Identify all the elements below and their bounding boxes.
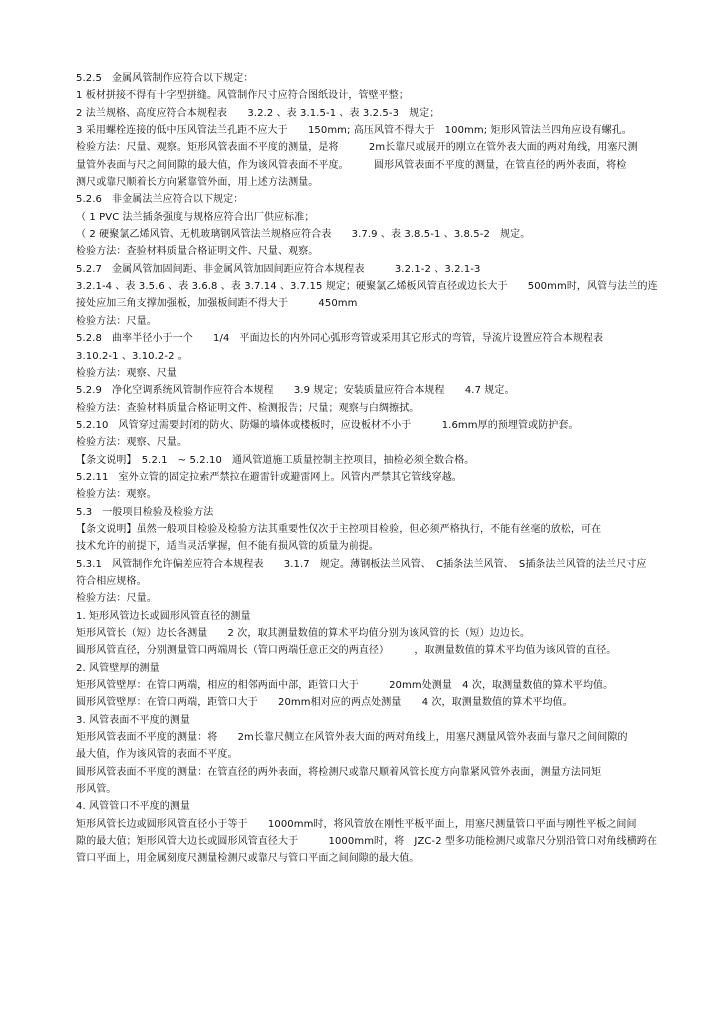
- text-line: 隙的最大值；矩形风管大边长或圆形风管直径大于 1000mm时，将 JZC-2 型多功能检测尺或靠尺分别沿管口对角线横跨在: [76, 836, 658, 848]
- text-line: 检验方法：尺量。: [76, 593, 157, 605]
- text-line: 5.2.7 金属风管加固间距、非金属风管加固间距应符合本规程表 3.2.1-2 、3.2.1-3: [76, 263, 481, 275]
- text-line: 5.2.10 风管穿过需要封闭的防火、防爆的墙体或楼板时，应设板材不小于 1.6mm厚的预埋管或防护套。: [76, 419, 579, 431]
- text-line: 5.2.11 室外立管的固定拉索严禁拉在避雷针或避雷网上。风管内严禁其它管线穿越。: [76, 471, 462, 483]
- text-line: 技术允许的前提下，适当灵活掌握，但不能有损风管的质量为前提。: [76, 541, 379, 553]
- text-line: 圆形风管直径，分别测量管口两端周长（管口两端任意正交的两直径） ，取测量数值的算术平均值为该风管的直径。: [76, 645, 617, 657]
- text-line: 3.10.2-1 、3.10.2-2 。: [76, 350, 188, 362]
- text-line: 5.2.6 非金属法兰应符合以下规定：: [76, 194, 244, 206]
- text-line: 矩形风管表面不平度的测量：将 2m长靠尺侧立在风管外表大面的两对角线上，用塞尺测量风管外表面与靠尺之间间隙的: [76, 732, 628, 744]
- text-line: （ 2 硬聚氯乙烯风管、无机玻璃钢风管法兰规格应符合表 3.7.9 、表 3.8.5-1 、3.8.5-2 规定。: [76, 229, 531, 241]
- text-line: 检验方法：查验材料质量合格证明文件、检测报告；尺量；观察与白绸擦拭。: [76, 402, 420, 414]
- text-line: 量管外表面与尺之间间隙的最大值，作为该风管表面不平度。 圆形风管表面不平度的测量，在管直径的两外表面，将检: [76, 159, 627, 171]
- text-line: 矩形风管长边或圆形风管直径小于等于 1000mm时，将风管放在刚性平板平面上，用塞尺测量管口平面与刚性平板之间间: [76, 818, 637, 830]
- text-line: 4. 风管管口不平度的测量: [76, 801, 191, 813]
- text-line: （ 1 PVC 法兰插条强度与规格应符合出厂供应标准；: [76, 211, 315, 223]
- text-line: 测尺或靠尺顺着长方向紧靠管外面，用上述方法测量。: [76, 177, 319, 189]
- document-body: [76, 70, 656, 868]
- text-line: 1 板材拼接不得有十字型拼缝。风管制作尺寸应符合图纸设计，管壁平整；: [76, 90, 409, 102]
- text-line: 检验方法：尺量、观察。矩形风管表面不平度的测量，是将 2m长靠尺或展开的刚立在管外表大面的两对角线，用塞尺测: [76, 142, 638, 154]
- text-line: 【条文说明】 5.2.1 ~ 5.2.10 通风管道施工质量控制主控项目，抽检必须全数合格。: [76, 454, 475, 466]
- text-line: 1. 矩形风管边长或圆形风管直径的测量: [76, 610, 251, 622]
- text-line: 3 采用螺栓连接的低中压风管法兰孔距不应大于 150mm; 高压风管不得大于 100mm; 矩形风管法兰四角应设有螺孔。: [76, 125, 632, 137]
- text-line: 形风管。: [76, 784, 117, 796]
- text-line: 【条文说明】虽然一般项目检验及检验方法其重要性仅次于主控项目检验，但必须严格执行，不能有丝毫的放松，可在: [76, 523, 602, 535]
- text-line: 检验方法：查验材料质量合格证明文件、尺量、观察。: [76, 246, 319, 258]
- text-line: 符合相应规格。: [76, 575, 147, 587]
- text-line: 圆形风管表面不平度的测量：在管直径的两外表面，将检测尺或靠尺顺着风管长度方向靠紧风管外表面，测量方法同矩: [76, 766, 602, 778]
- text-line: 5.2.5 金属风管制作应符合以下规定：: [76, 73, 254, 84]
- text-line: 矩形风管长（短）边长各测量 2 次，取其测量数值的算术平均值分别为该风管的长（短）边边长。: [76, 628, 531, 639]
- text-line: 5.2.9 净化空调系统风管制作应符合本规程 3.9 规定；安装质量应符合本规程 4.7 规定。: [76, 385, 515, 397]
- text-line: 管口平面上，用金属刻度尺测量检测尺或靠尺与管口平面之间间隙的最大值。: [76, 853, 420, 865]
- text-line: 最大值，作为该风管的表面不平度。: [76, 749, 238, 761]
- text-line: 检验方法：观察、尺量。: [76, 437, 188, 449]
- text-line: 3. 风管表面不平度的测量: [76, 714, 191, 726]
- text-line: 5.2.8 曲率半径小于一个 1/4 平面边长的内外同心弧形弯管或采用其它形式的弯管，导流片设置应符合本规程表: [76, 333, 604, 345]
- text-line: 2. 风管壁厚的测量: [76, 662, 160, 674]
- text-line: 圆形风管壁厚：在管口两端，距管口大于 20mm相对应的两点处测量 4 次，取测量数值的算术平均值。: [76, 697, 573, 709]
- text-line: 3.2.1-4 、表 3.5.6 、表 3.6.8 、表 3.7.14 、3.7.15 规定；硬聚氯乙烯板风管直径或边长大于 500mm时，风管与法兰的连: [76, 281, 658, 293]
- text-line: 检验方法：观察、尺量: [76, 367, 177, 379]
- text-line: 5.3.1 风管制作允许偏差应符合本规程表 3.1.7 规定。薄钢板法兰风管、 C插条法兰风管、 S插条法兰风管的法兰尺寸应: [76, 558, 647, 570]
- text-line: 5.3 一般项目检验及检验方法: [76, 506, 214, 518]
- text-line: 2 法兰规格、高度应符合本规程表 3.2.2 、表 3.1.5-1 、表 3.2.5-3 规定；: [76, 107, 440, 119]
- text-line: 检验方法：尺量。: [76, 315, 157, 327]
- text-line: 矩形风管壁厚：在管口两端，相应的相邻两面中部，距管口大于 20mm处测量 4 次，取测量数值的算术平均值。: [76, 680, 614, 692]
- text-line: 检验方法：观察。: [76, 489, 157, 501]
- text-line: 接处应加三角支撑加强板，加强板间距不得大于 450mm: [76, 298, 358, 310]
